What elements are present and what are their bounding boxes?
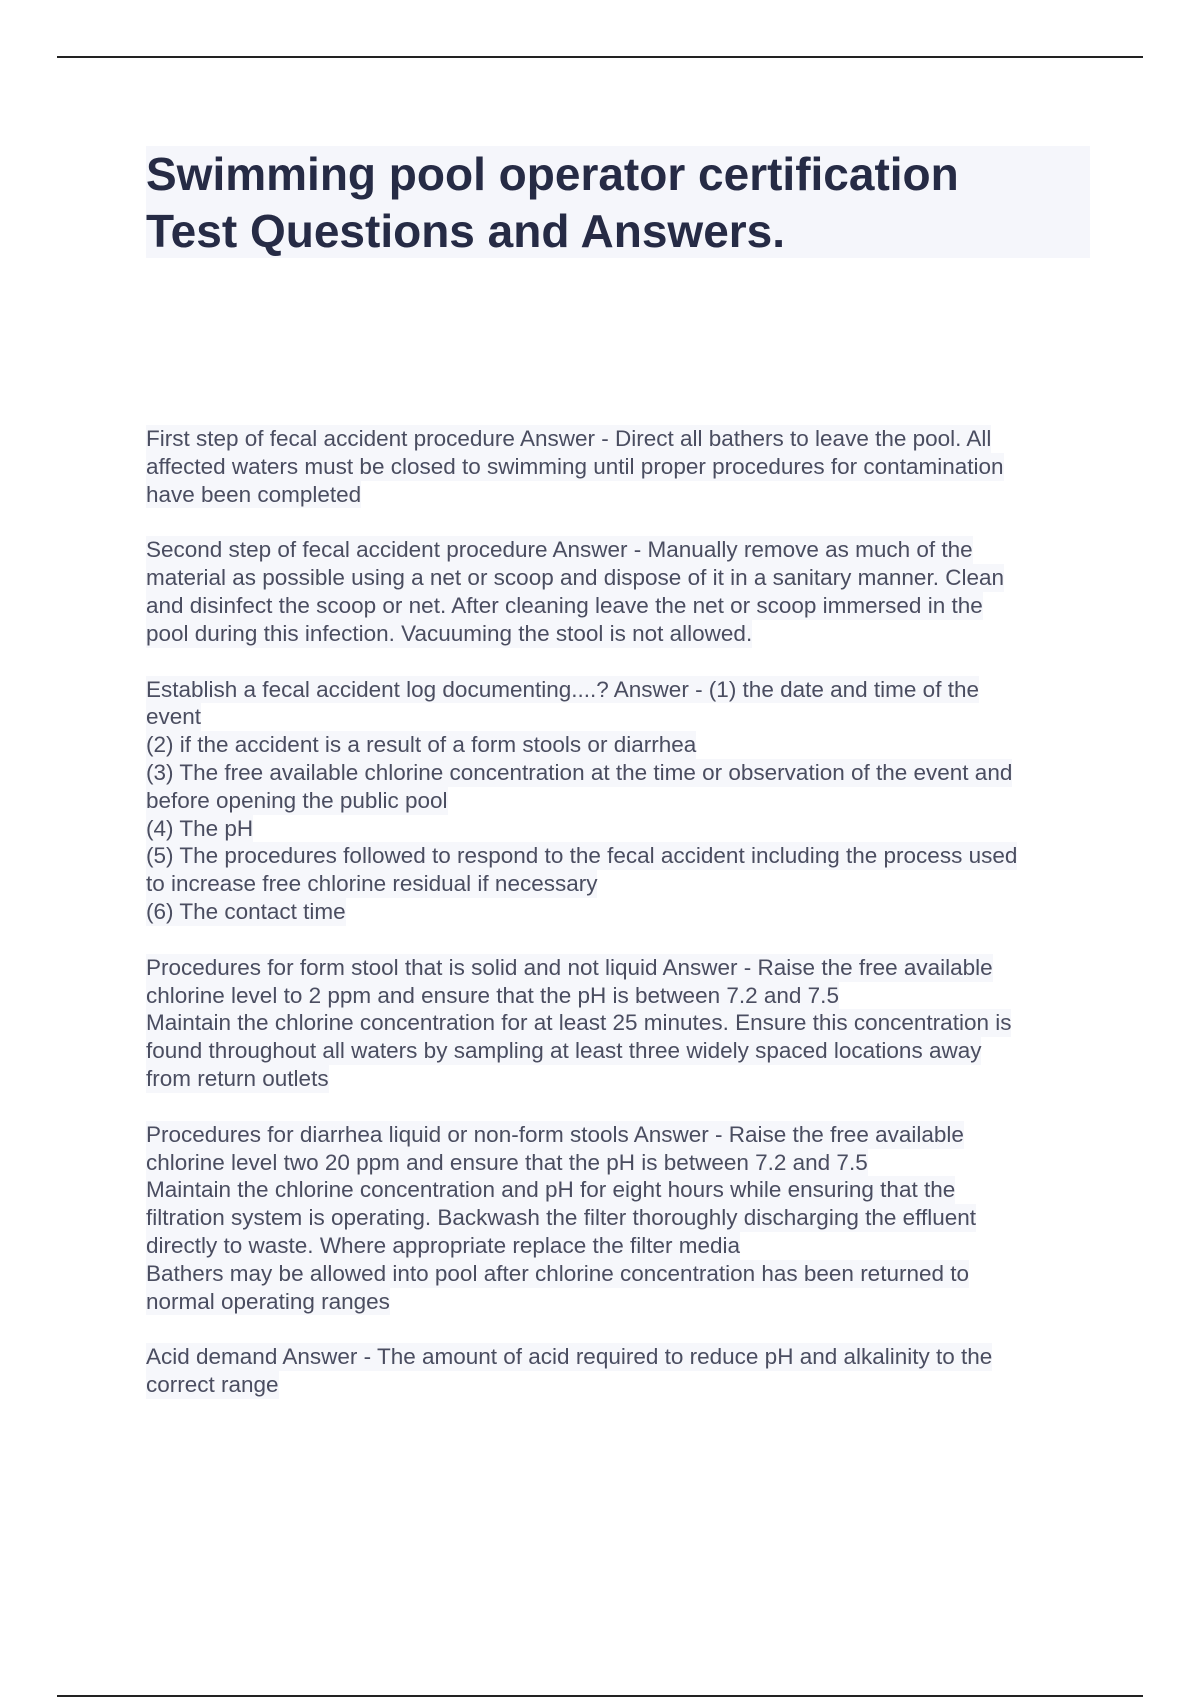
text-line: Maintain the chlorine concentration and pH for eight hours while ensuring that the [146,1177,956,1203]
text-line: (5) The procedures followed to respond to the fecal accident including the process used [146,843,1018,869]
title-line-1: Swimming pool operator certification [146,148,959,200]
text-line: affected waters must be closed to swimming until proper procedures for contamination [146,453,1004,479]
bottom-divider [57,1695,1143,1697]
text-line: found throughout all waters by sampling at least three widely spaced locations away [146,1038,982,1064]
text-line: Procedures for diarrhea liquid or non-form stools Answer - Raise the free available [146,1121,964,1147]
top-divider [57,56,1143,58]
text-line: (3) The free available chlorine concentration at the time or observation of the event and [146,759,1013,785]
qa-entry-acid-demand [146,1343,1086,1399]
text-line: before opening the public pool [146,787,448,813]
text-line: (6) The contact time [146,898,346,924]
text-line: chlorine level to 2 ppm and ensure that the pH is between 7.2 and 7.5 [146,982,839,1008]
text-line: material as possible using a net or scoop and dispose of it in a sanitary manner. Clean [146,565,1004,591]
text-line: normal operating ranges [146,1288,390,1314]
text-line: pool during this infection. Vacuuming the stool is not allowed. [146,620,753,646]
qa-entry-fecal-second-step [146,536,1086,647]
text-line: correct range [146,1372,279,1398]
text-line: Acid demand Answer - The amount of acid required to reduce pH and alkalinity to the [146,1344,993,1370]
text-line: event [146,704,202,730]
text-line: to increase free chlorine residual if necessary [146,871,598,897]
text-line: from return outlets [146,1065,329,1091]
text-line: Bathers may be allowed into pool after chlorine concentration has been returned to [146,1260,970,1286]
qa-entry-diarrhea-procedure [146,1121,1086,1316]
text-line: Establish a fecal accident log documenting....? Answer - (1) the date and time of the [146,676,979,702]
text-line: chlorine level two 20 ppm and ensure that the pH is between 7.2 and 7.5 [146,1149,868,1175]
text-line: (4) The pH [146,815,254,841]
title-line-2: Test Questions and Answers. [146,205,786,257]
text-line: directly to waste. Where appropriate replace the filter media [146,1232,741,1258]
qa-entry-form-stool-procedure [146,954,1086,1093]
text-line: filtration system is operating. Backwash the filter thoroughly discharging the effluent [146,1205,977,1231]
text-line: (2) if the accident is a result of a form stools or diarrhea [146,732,697,758]
qa-list [146,425,1086,1427]
text-line: Second step of fecal accident procedure Answer - Manually remove as much of the [146,537,973,563]
text-line: have been completed [146,481,362,507]
qa-entry-fecal-accident-log [146,676,1086,926]
text-line: Maintain the chlorine concentration for at least 25 minutes. Ensure this concentration is [146,1010,1012,1036]
text-line: Procedures for form stool that is solid and not liquid Answer - Raise the free available [146,954,993,980]
text-line: First step of fecal accident procedure Answer - Direct all bathers to leave the pool. All [146,426,992,451]
text-line: and disinfect the scoop or net. After cleaning leave the net or scoop immersed in the [146,592,983,618]
qa-entry-fecal-first-step [146,425,1086,508]
document-title [146,146,1090,258]
